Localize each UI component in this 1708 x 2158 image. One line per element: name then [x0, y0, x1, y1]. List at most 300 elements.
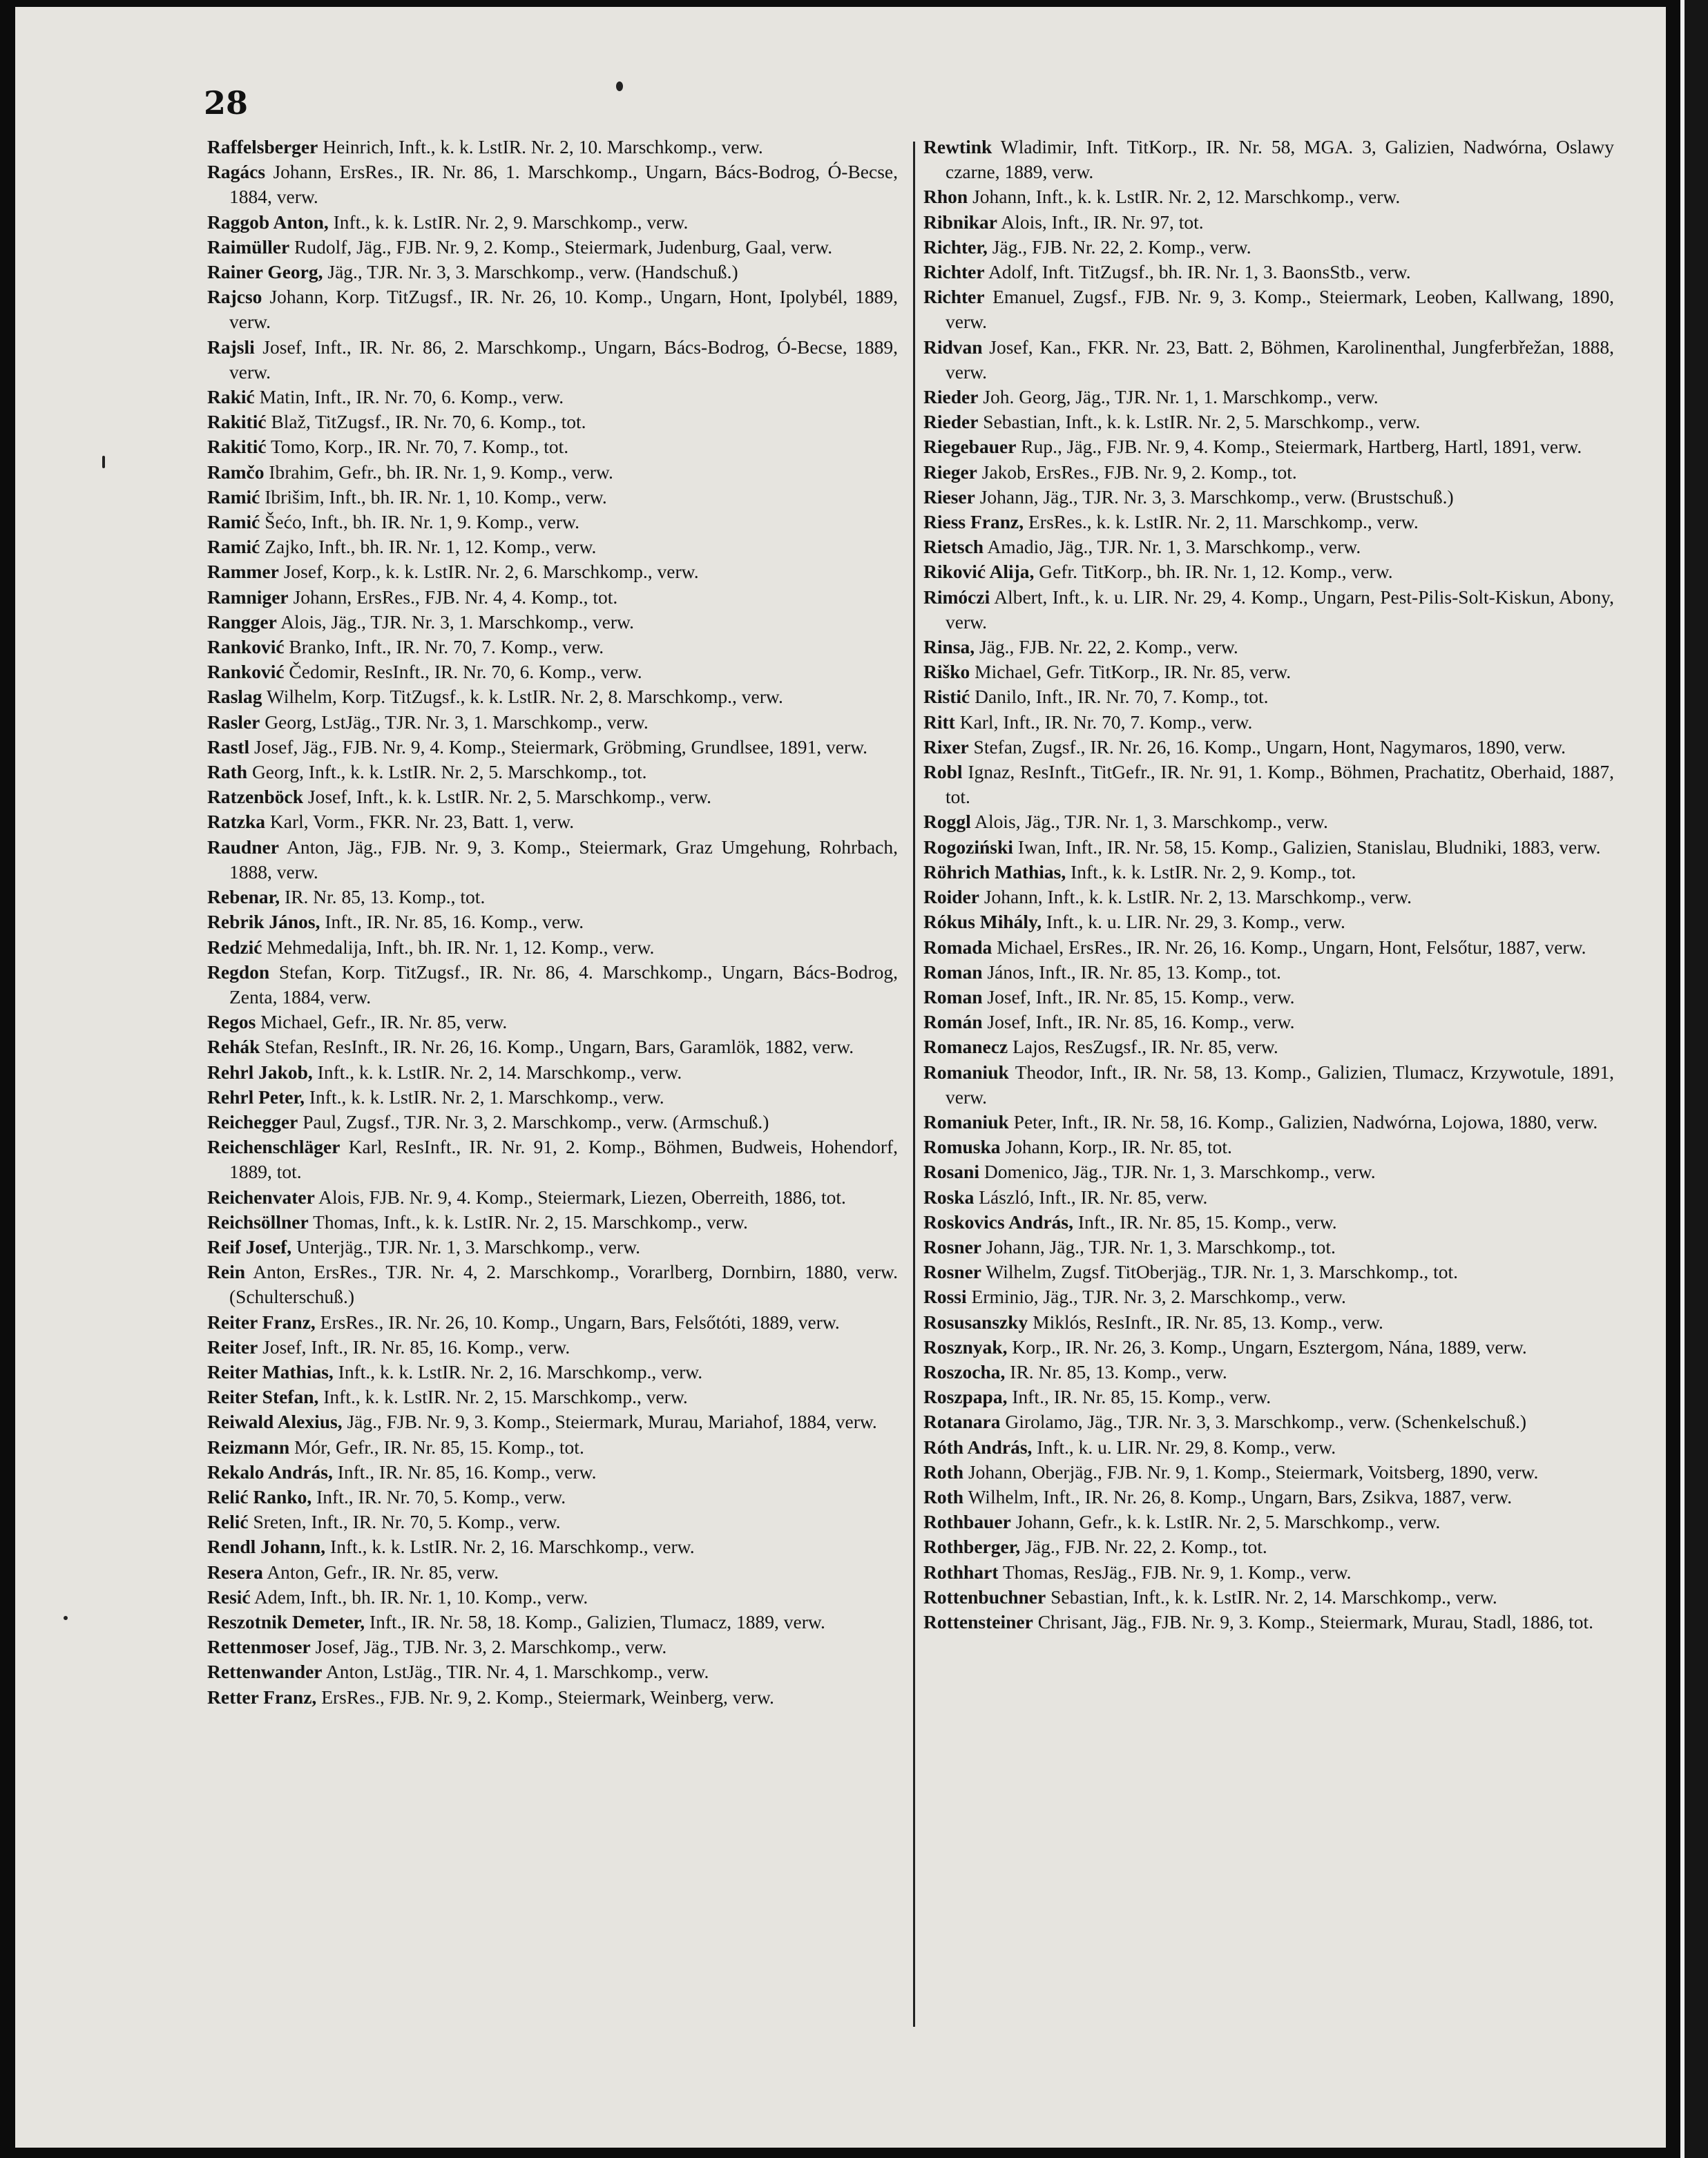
entry-details: Johann, Gefr., k. k. LstIR. Nr. 2, 5. Marschkomp., verw. — [1015, 1511, 1441, 1533]
entry-details: Ibrahim, Gefr., bh. IR. Nr. 1, 9. Komp., verw. — [269, 461, 613, 483]
entry-details: Anton, ErsRes., TJR. Nr. 4, 2. Marschkomp., Vorarlberg, Dornbirn, 1880, verw. (Schulterschuß.) — [229, 1261, 898, 1308]
entry-surname: Raimüller — [207, 235, 290, 258]
entry-details: Karl, Vorm., FKR. Nr. 23, Batt. 1, verw. — [269, 811, 575, 833]
register-entry — [207, 735, 898, 760]
register-entry — [207, 835, 898, 885]
register-entry — [923, 135, 1614, 184]
entry-surname: Ridvan — [923, 336, 983, 358]
register-entry — [923, 1260, 1614, 1284]
register-entry — [207, 460, 898, 485]
entry-details: Alois, Inft., IR. Nr. 97, tot. — [1001, 211, 1204, 233]
register-entry — [207, 1659, 898, 1684]
register-entry — [207, 1110, 898, 1135]
entry-details: Anton, LstJäg., TIR. Nr. 4, 1. Marschkomp., verw. — [325, 1661, 709, 1683]
entry-details: Anton, Gefr., IR. Nr. 85, verw. — [267, 1561, 499, 1583]
entry-details: Jäg., FJB. Nr. 22, 2. Komp., verw. — [979, 636, 1238, 658]
entry-details: ErsRes., FJB. Nr. 9, 2. Komp., Steiermark, Weinberg, verw. — [321, 1686, 774, 1708]
entry-surname: Raggob Anton, — [207, 211, 329, 233]
register-entry — [207, 659, 898, 684]
entry-surname: Rakić — [207, 386, 255, 408]
entry-details: Thomas, Inft., k. k. LstIR. Nr. 2, 15. Marschkomp., verw. — [313, 1211, 748, 1233]
entry-details: Johann, Inft., k. k. LstIR. Nr. 2, 12. Marschkomp., verw. — [972, 186, 1401, 208]
entry-details: Johann, Inft., k. k. LstIR. Nr. 2, 13. Marschkomp., verw. — [983, 886, 1412, 908]
register-entry — [207, 1510, 898, 1534]
entry-details: Sebastian, Inft., k. k. LstIR. Nr. 2, 14. Marschkomp., verw. — [1050, 1586, 1497, 1608]
entry-details: Mehmedalija, Inft., bh. IR. Nr. 1, 12. Komp., verw. — [267, 936, 655, 958]
entry-details: Inft., k. u. LIR. Nr. 29, 3. Komp., verw. — [1046, 911, 1345, 933]
entry-details: Inft., IR. Nr. 85, 15. Komp., verw. — [1077, 1211, 1337, 1233]
register-entry — [207, 135, 898, 160]
entry-details: Joh. Georg, Jäg., TJR. Nr. 1, 1. Marschkomp., verw. — [983, 386, 1379, 408]
register-entry — [207, 1085, 898, 1110]
entry-surname: Rewtink — [923, 136, 992, 157]
register-entry — [207, 385, 898, 410]
entry-details: Anton, Jäg., FJB. Nr. 9, 3. Komp., Steiermark, Graz Umgehung, Rohrbach, 1888, verw. — [229, 836, 898, 883]
ink-speck — [64, 1616, 68, 1620]
entry-surname: Romaniuk — [923, 1110, 1009, 1133]
entry-surname: Rein — [207, 1261, 245, 1283]
entry-surname: Rettenwander — [207, 1661, 323, 1683]
entry-details: Chrisant, Jäg., FJB. Nr. 9, 3. Komp., Steiermark, Murau, Stadl, 1886, tot. — [1037, 1610, 1594, 1632]
entry-details: Johann, ErsRes., FJB. Nr. 4, 4. Komp., tot. — [293, 586, 618, 608]
register-entry — [207, 610, 898, 635]
register-entry — [207, 285, 898, 334]
entry-details: Thomas, ResJäg., FJB. Nr. 9, 1. Komp., verw. — [1002, 1561, 1352, 1583]
entry-surname: Rainer Georg, — [207, 261, 323, 283]
register-entry — [207, 410, 898, 434]
register-entry — [207, 1560, 898, 1585]
register-entry — [923, 285, 1614, 334]
register-entry — [207, 809, 898, 834]
entry-surname: Rogoziński — [923, 836, 1013, 858]
entry-surname: Rothbauer — [923, 1511, 1011, 1533]
register-entry — [923, 684, 1614, 709]
entry-details: Adem, Inft., bh. IR. Nr. 1, 10. Komp., verw. — [253, 1586, 588, 1608]
register-entry — [923, 1159, 1614, 1184]
register-entry — [207, 335, 898, 385]
register-entry — [923, 1235, 1614, 1260]
entry-surname: Romanecz — [923, 1036, 1008, 1058]
register-entry — [923, 534, 1614, 559]
entry-surname: Róth András, — [923, 1436, 1033, 1458]
entry-surname: Ramić — [207, 536, 260, 558]
entry-surname: Riško — [923, 661, 970, 683]
entry-surname: Rakitić — [207, 436, 267, 458]
entry-details: Michael, Gefr. TitKorp., IR. Nr. 85, verw. — [975, 661, 1292, 683]
entry-surname: Richter — [923, 261, 985, 283]
register-entry — [923, 659, 1614, 684]
entry-surname: Raudner — [207, 836, 279, 858]
register-entry — [207, 434, 898, 459]
register-entry — [207, 1010, 898, 1034]
entry-surname: Rath — [207, 761, 248, 783]
register-entry — [207, 784, 898, 809]
entry-surname: Ramčo — [207, 461, 265, 483]
entry-surname: Ramić — [207, 511, 260, 533]
entry-surname: Röhrich Mathias, — [923, 860, 1066, 883]
entry-details: Alois, Jäg., TJR. Nr. 1, 3. Marschkomp., verw. — [975, 811, 1328, 833]
register-entry — [923, 1485, 1614, 1510]
page-number: 28 — [204, 84, 249, 122]
entry-details: Ibrišim, Inft., bh. IR. Nr. 1, 10. Komp., verw. — [265, 485, 607, 508]
entry-details: Branko, Inft., IR. Nr. 70, 7. Komp., verw. — [289, 636, 604, 658]
register-entry — [207, 1485, 898, 1510]
entry-details: Korp., IR. Nr. 26, 3. Komp., Ungarn, Esztergom, Nána, 1889, verw. — [1012, 1336, 1527, 1358]
entry-details: Wilhelm, Inft., IR. Nr. 26, 8. Komp., Ungarn, Bars, Zsikva, 1887, verw. — [968, 1485, 1513, 1507]
register-entry — [207, 935, 898, 960]
entry-surname: Reiter — [207, 1336, 258, 1358]
entry-details: IR. Nr. 85, 13. Komp., verw. — [1010, 1360, 1227, 1383]
entry-surname: Rottensteiner — [923, 1610, 1033, 1632]
register-entry — [923, 1385, 1614, 1409]
register-entry — [923, 909, 1614, 934]
entry-surname: Reizmann — [207, 1436, 290, 1458]
register-entry — [207, 510, 898, 534]
register-entry — [923, 835, 1614, 860]
entry-surname: Rakitić — [207, 411, 267, 433]
right-column — [923, 135, 1614, 1635]
register-entry — [207, 1210, 898, 1235]
register-entry — [923, 809, 1614, 834]
register-entry — [207, 1685, 898, 1710]
entry-surname: Rimóczi — [923, 586, 990, 608]
entry-details: Šećo, Inft., bh. IR. Nr. 1, 9. Komp., verw. — [265, 511, 579, 533]
entry-surname: Robl — [923, 761, 963, 783]
register-entry — [207, 1534, 898, 1559]
entry-surname: Reichenvater — [207, 1186, 315, 1208]
register-entry — [207, 160, 898, 209]
register-entry — [923, 510, 1614, 534]
entry-surname: Rammer — [207, 561, 279, 583]
entry-surname: Ramić — [207, 485, 260, 508]
register-entry — [923, 635, 1614, 659]
entry-details: Johann, ErsRes., IR. Nr. 86, 1. Marschkomp., Ungarn, Bács-Bodrog, Ó-Becse, 1884, verw. — [229, 161, 898, 208]
entry-details: Domenico, Jäg., TJR. Nr. 1, 3. Marschkomp., verw. — [983, 1161, 1376, 1183]
entry-surname: Richter, — [923, 235, 988, 258]
register-entry — [923, 210, 1614, 235]
entry-surname: Rosznyak, — [923, 1336, 1008, 1358]
entry-surname: Reichegger — [207, 1110, 298, 1133]
entry-surname: Retter Franz, — [207, 1686, 317, 1708]
entry-details: Karl, ResInft., IR. Nr. 91, 2. Komp., Böhmen, Budweis, Hohendorf, 1889, tot. — [229, 1136, 899, 1183]
entry-surname: Regdon — [207, 961, 270, 983]
entry-details: Josef, Korp., k. k. LstIR. Nr. 2, 6. Marschkomp., verw. — [283, 561, 699, 583]
entry-surname: Roman — [923, 961, 983, 983]
entry-surname: Rangger — [207, 610, 277, 633]
register-entry — [923, 184, 1614, 209]
entry-surname: Redzić — [207, 936, 262, 958]
register-entry — [207, 885, 898, 909]
entry-surname: Raslag — [207, 686, 262, 708]
entry-surname: Rendl Johann, — [207, 1536, 326, 1558]
register-entry — [923, 1284, 1614, 1309]
register-entry — [207, 760, 898, 784]
entry-details: Rudolf, Jäg., FJB. Nr. 9, 2. Komp., Steiermark, Judenburg, Gaal, verw. — [294, 235, 833, 258]
entry-details: Inft., IR. Nr. 85, 16. Komp., verw. — [337, 1461, 597, 1483]
entry-details: Johann, Jäg., TJR. Nr. 1, 3. Marschkomp., tot. — [986, 1235, 1336, 1258]
entry-surname: Regos — [207, 1011, 256, 1033]
entry-surname: Relić — [207, 1511, 249, 1533]
entry-details: Erminio, Jäg., TJR. Nr. 3, 2. Marschkomp., verw. — [971, 1286, 1346, 1308]
entry-surname: Ramniger — [207, 586, 289, 608]
entry-details: Stefan, Zugsf., IR. Nr. 26, 16. Komp., Ungarn, Hont, Nagymaros, 1890, verw. — [973, 735, 1566, 758]
entry-surname: Ratzenböck — [207, 786, 304, 808]
entry-details: Lajos, ResZugsf., IR. Nr. 85, verw. — [1013, 1036, 1278, 1058]
entry-surname: Relić Ranko, — [207, 1485, 312, 1507]
entry-surname: Rinsa, — [923, 636, 975, 658]
entry-surname: Roth — [923, 1485, 964, 1507]
left-column — [207, 135, 898, 1710]
entry-details: Sreten, Inft., IR. Nr. 70, 5. Komp., verw. — [253, 1511, 561, 1533]
ink-speck — [102, 456, 105, 468]
register-entry — [207, 1135, 898, 1184]
entry-details: Jäg., TJR. Nr. 3, 3. Marschkomp., verw. (Handschuß.) — [327, 261, 738, 283]
entry-details: Inft., k. u. LIR. Nr. 29, 8. Komp., verw. — [1037, 1436, 1336, 1458]
entry-details: Inft., k. k. LstIR. Nr. 2, 9. Marschkomp., verw. — [333, 211, 689, 233]
register-entry — [207, 1385, 898, 1409]
entry-surname: Rhon — [923, 186, 968, 208]
entry-details: Johann, Jäg., TJR. Nr. 3, 3. Marschkomp., verw. (Brustschuß.) — [979, 485, 1454, 508]
entry-details: Wilhelm, Zugsf. TitOberjäg., TJR. Nr. 1, 3. Marschkomp., tot. — [986, 1261, 1459, 1283]
entry-details: Michael, ErsRes., IR. Nr. 26, 16. Komp., Ungarn, Hont, Felsőtur, 1887, verw. — [997, 936, 1586, 958]
entry-details: Inft., k. k. LstIR. Nr. 2, 14. Marschkomp., verw. — [317, 1061, 682, 1083]
entry-details: Unterjäg., TJR. Nr. 1, 3. Marschkomp., verw. — [296, 1235, 641, 1258]
register-entry — [207, 1409, 898, 1434]
register-entry — [923, 434, 1614, 459]
entry-surname: Rasler — [207, 711, 260, 733]
register-entry — [207, 1635, 898, 1659]
register-entry — [923, 1335, 1614, 1360]
entry-details: Michael, Gefr., IR. Nr. 85, verw. — [260, 1011, 508, 1033]
register-entry — [923, 1560, 1614, 1585]
entry-surname: Riegebauer — [923, 436, 1017, 458]
entry-surname: Rókus Mihály, — [923, 911, 1042, 933]
entry-surname: Reiter Stefan, — [207, 1386, 319, 1408]
entry-surname: Román — [923, 1011, 983, 1033]
entry-surname: Roskovics András, — [923, 1211, 1073, 1233]
entry-surname: Rosner — [923, 1261, 982, 1283]
register-entry — [207, 960, 898, 1010]
scan-edge-line — [1680, 0, 1685, 2158]
entry-details: Inft., IR. Nr. 58, 18. Komp., Galizien, Tlumacz, 1889, verw. — [369, 1610, 825, 1632]
entry-details: Inft., k. k. LstIR. Nr. 2, 1. Marschkomp., verw. — [309, 1086, 664, 1108]
entry-details: Adolf, Inft. TitZugsf., bh. IR. Nr. 1, 3. BaonsStb., verw. — [988, 261, 1411, 283]
entry-details: Miklós, ResInft., IR. Nr. 85, 13. Komp., verw. — [1033, 1311, 1383, 1333]
register-entry — [207, 585, 898, 610]
entry-surname: Rebenar, — [207, 886, 280, 908]
register-entry — [923, 885, 1614, 909]
entry-surname: Riess Franz, — [923, 511, 1024, 533]
register-entry — [923, 260, 1614, 285]
entry-details: Ignaz, ResInft., TitGefr., IR. Nr. 91, 1. Komp., Böhmen, Prachatitz, Oberhaid, 1887, tot. — [946, 761, 1614, 808]
entry-surname: Ranković — [207, 661, 285, 683]
scanned-page — [15, 7, 1666, 2148]
entry-surname: Roggl — [923, 811, 971, 833]
entry-details: Josef, Inft., k. k. LstIR. Nr. 2, 5. Marschkomp., verw. — [307, 786, 711, 808]
entry-details: Danilo, Inft., IR. Nr. 70, 7. Komp., tot. — [975, 686, 1269, 708]
entry-details: Stefan, ResInft., IR. Nr. 26, 16. Komp., Ungarn, Bars, Garamlök, 1882, verw. — [265, 1036, 854, 1058]
entry-details: Matin, Inft., IR. Nr. 70, 6. Komp., verw. — [259, 386, 564, 408]
entry-details: Josef, Jäg., TJB. Nr. 3, 2. Marschkomp., verw. — [315, 1636, 667, 1658]
entry-details: Inft., k. k. LstIR. Nr. 2, 16. Marschkomp., verw. — [330, 1536, 695, 1558]
entry-details: Stefan, Korp. TitZugsf., IR. Nr. 86, 4. Marschkomp., Ungarn, Bács-Bodrog, Zenta, 1884, verw. — [229, 961, 898, 1008]
register-entry — [207, 210, 898, 235]
entry-surname: Rieser — [923, 485, 975, 508]
entry-surname: Raffelsberger — [207, 136, 318, 157]
register-entry — [923, 1310, 1614, 1335]
register-entry — [207, 485, 898, 510]
register-entry — [923, 1409, 1614, 1434]
entry-surname: Reiter Mathias, — [207, 1360, 334, 1383]
entry-details: Inft., k. k. LstIR. Nr. 2, 9. Komp., tot. — [1071, 860, 1356, 883]
column-divider — [913, 142, 915, 2027]
entry-surname: Ranković — [207, 636, 285, 658]
register-entry — [207, 1335, 898, 1360]
entry-surname: Ragács — [207, 161, 266, 183]
entry-surname: Rajcso — [207, 286, 262, 308]
entry-details: Inft., IR. Nr. 85, 16. Komp., verw. — [325, 911, 584, 933]
entry-surname: Reichenschläger — [207, 1136, 340, 1158]
entry-details: Josef, Jäg., FJB. Nr. 9, 4. Komp., Steiermark, Gröbming, Grundlsee, 1891, verw. — [254, 735, 868, 758]
register-entry — [207, 909, 898, 934]
entry-details: Karl, Inft., IR. Nr. 70, 7. Komp., verw. — [959, 711, 1253, 733]
entry-surname: Roth — [923, 1461, 964, 1483]
entry-surname: Rieder — [923, 386, 979, 408]
register-entry — [207, 635, 898, 659]
entry-details: Josef, Inft., IR. Nr. 86, 2. Marschkomp., Ungarn, Bács-Bodrog, Ó-Becse, 1889, verw. — [229, 336, 898, 383]
register-entry — [207, 1435, 898, 1460]
register-entry — [207, 1610, 898, 1635]
entry-details: Alois, FJB. Nr. 9, 4. Komp., Steiermark, Liezen, Oberreith, 1886, tot. — [318, 1186, 846, 1208]
entry-surname: Rettenmoser — [207, 1636, 311, 1658]
entry-surname: Reichsöllner — [207, 1211, 309, 1233]
entry-details: Albert, Inft., k. u. LIR. Nr. 29, 4. Komp., Ungarn, Pest-Pilis-Solt-Kiskun, Abony, verw. — [946, 586, 1615, 633]
register-entry — [923, 235, 1614, 260]
entry-surname: Rixer — [923, 735, 969, 758]
register-entry — [923, 1010, 1614, 1034]
entry-details: Inft., k. k. LstIR. Nr. 2, 16. Marschkomp., verw. — [338, 1360, 703, 1383]
register-entry — [923, 960, 1614, 985]
register-entry — [207, 1034, 898, 1059]
entry-details: Georg, Inft., k. k. LstIR. Nr. 2, 5. Marschkomp., tot. — [251, 761, 647, 783]
entry-surname: Ribnikar — [923, 211, 997, 233]
entry-surname: Roska — [923, 1186, 975, 1208]
register-entry — [923, 760, 1614, 809]
entry-surname: Rossi — [923, 1286, 967, 1308]
register-entry — [207, 1260, 898, 1309]
register-entry — [923, 1210, 1614, 1235]
register-entry — [207, 1460, 898, 1485]
entry-surname: Rebrik János, — [207, 911, 320, 933]
entry-surname: Riković Alija, — [923, 561, 1035, 583]
register-entry — [207, 1235, 898, 1260]
entry-details: Johann, Korp., IR. Nr. 85, tot. — [1005, 1136, 1232, 1158]
entry-details: Inft., IR. Nr. 85, 15. Komp., verw. — [1012, 1386, 1272, 1408]
entry-surname: Rosusanszky — [923, 1311, 1028, 1333]
entry-details: László, Inft., IR. Nr. 85, verw. — [979, 1186, 1208, 1208]
register-entry — [923, 935, 1614, 960]
scan-border — [1682, 0, 1708, 2158]
entry-surname: Romuska — [923, 1136, 1001, 1158]
entry-surname: Rottenbuchner — [923, 1586, 1046, 1608]
entry-surname: Rieder — [923, 411, 979, 433]
register-entry — [207, 710, 898, 735]
entry-details: Girolamo, Jäg., TJR. Nr. 3, 3. Marschkomp., verw. (Schenkelschuß.) — [1005, 1411, 1527, 1433]
entry-surname: Rehrl Peter, — [207, 1086, 305, 1108]
register-entry — [207, 260, 898, 285]
entry-surname: Roider — [923, 886, 979, 908]
entry-surname: Reiter Franz, — [207, 1311, 316, 1333]
register-entry — [923, 1135, 1614, 1159]
register-entry — [923, 1435, 1614, 1460]
entry-details: János, Inft., IR. Nr. 85, 13. Komp., tot. — [987, 961, 1281, 983]
register-entry — [207, 534, 898, 559]
entry-details: Inft., k. k. LstIR. Nr. 2, 15. Marschkomp., verw. — [323, 1386, 688, 1408]
entry-details: ErsRes., k. k. LstIR. Nr. 2, 11. Marschkomp., verw. — [1028, 511, 1419, 533]
entry-surname: Rehrl Jakob, — [207, 1061, 313, 1083]
entry-details: Theodor, Inft., IR. Nr. 58, 13. Komp., Galizien, Tlumacz, Krzywotule, 1891, verw. — [946, 1061, 1614, 1108]
entry-details: Rup., Jäg., FJB. Nr. 9, 4. Komp., Steiermark, Hartberg, Hartl, 1891, verw. — [1021, 436, 1582, 458]
register-entry — [207, 1185, 898, 1210]
entry-surname: Roszocha, — [923, 1360, 1006, 1383]
register-entry — [923, 410, 1614, 434]
entry-details: Inft., IR. Nr. 70, 5. Komp., verw. — [316, 1485, 566, 1507]
entry-surname: Rajsli — [207, 336, 255, 358]
entry-surname: Rotanara — [923, 1411, 1001, 1433]
register-entry — [207, 559, 898, 584]
entry-surname: Ratzka — [207, 811, 266, 833]
register-entry — [207, 1585, 898, 1610]
entry-details: Peter, Inft., IR. Nr. 58, 16. Komp., Galizien, Nadwórna, Lojowa, 1880, verw. — [1013, 1110, 1598, 1133]
entry-details: Sebastian, Inft., k. k. LstIR. Nr. 2, 5. Marschkomp., verw. — [983, 411, 1421, 433]
register-entry — [923, 1610, 1614, 1635]
entry-surname: Reszotnik Demeter, — [207, 1610, 365, 1632]
entry-details: Jäg., FJB. Nr. 9, 3. Komp., Steiermark, Murau, Mariahof, 1884, verw. — [347, 1411, 877, 1433]
register-entry — [207, 1310, 898, 1335]
entry-details: Johann, Korp. TitZugsf., IR. Nr. 26, 10. Komp., Ungarn, Hont, Ipolybél, 1889, verw. — [229, 286, 898, 333]
entry-surname: Romaniuk — [923, 1061, 1009, 1083]
entry-details: Alois, Jäg., TJR. Nr. 3, 1. Marschkomp., verw. — [280, 610, 634, 633]
entry-details: Jakob, ErsRes., FJB. Nr. 9, 2. Komp., tot. — [981, 461, 1297, 483]
register-entry — [923, 1110, 1614, 1135]
entry-surname: Rosner — [923, 1235, 982, 1258]
entry-details: Paul, Zugsf., TJR. Nr. 3, 2. Marschkomp., verw. (Armschuß.) — [303, 1110, 769, 1133]
register-entry — [923, 460, 1614, 485]
register-entry — [923, 1585, 1614, 1610]
register-entry — [923, 710, 1614, 735]
entry-surname: Roszpapa, — [923, 1386, 1008, 1408]
entry-details: Amadio, Jäg., TJR. Nr. 1, 3. Marschkomp., verw. — [987, 536, 1361, 558]
register-entry — [207, 235, 898, 260]
entry-surname: Resić — [207, 1586, 251, 1608]
entry-details: Josef, Inft., IR. Nr. 85, 15. Komp., verw. — [987, 985, 1295, 1008]
entry-details: Čedomir, ResInft., IR. Nr. 70, 6. Komp., verw. — [289, 661, 642, 683]
entry-surname: Rastl — [207, 735, 250, 758]
entry-details: Georg, LstJäg., TJR. Nr. 3, 1. Marschkomp., verw. — [265, 711, 649, 733]
register-entry — [923, 335, 1614, 385]
register-entry — [923, 1034, 1614, 1059]
register-entry — [923, 985, 1614, 1010]
entry-surname: Rehák — [207, 1036, 260, 1058]
register-entry — [207, 1060, 898, 1085]
entry-details: Josef, Inft., IR. Nr. 85, 16. Komp., verw. — [987, 1011, 1295, 1033]
entry-details: IR. Nr. 85, 13. Komp., tot. — [285, 886, 486, 908]
entry-surname: Rekalo András, — [207, 1461, 333, 1483]
entry-details: Heinrich, Inft., k. k. LstIR. Nr. 2, 10. Marschkomp., verw. — [323, 136, 763, 157]
register-entry — [923, 1460, 1614, 1485]
entry-details: Iwan, Inft., IR. Nr. 58, 15. Komp., Galizien, Stanislau, Bludniki, 1883, verw. — [1017, 836, 1601, 858]
entry-surname: Rieger — [923, 461, 977, 483]
